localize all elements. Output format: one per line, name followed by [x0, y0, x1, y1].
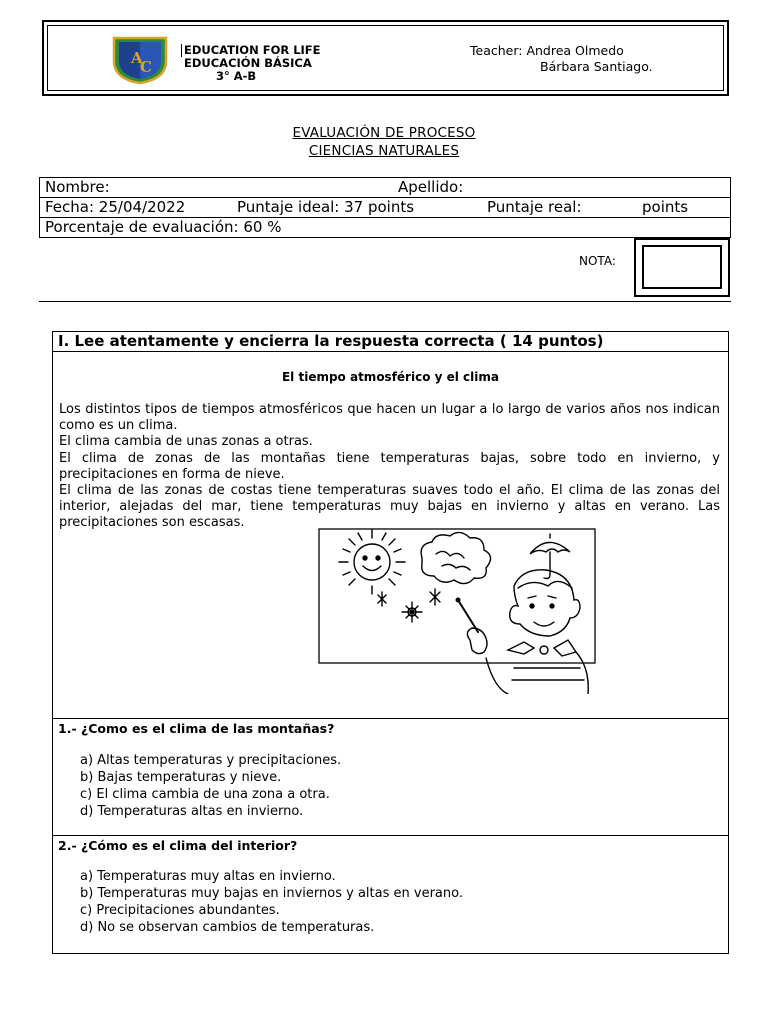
- nota-label: NOTA:: [579, 254, 616, 268]
- exam-title: EVALUACIÓN DE PROCESO: [292, 125, 476, 141]
- school-name-block: [184, 44, 384, 83]
- snowflake-icon: [378, 589, 440, 622]
- svg-text:A: A: [131, 49, 143, 67]
- question-1-title: 1.- ¿Como es el clima de las montañas?: [58, 721, 335, 736]
- porcentaje-label: Porcentaje de evaluación: 60 %: [45, 218, 282, 236]
- info-row-name: [40, 178, 730, 198]
- question-1-options: [80, 752, 341, 820]
- student-info-table: [39, 177, 731, 238]
- question-divider: [52, 718, 729, 719]
- section-heading: [52, 331, 729, 352]
- option-2b[interactable]: b) Temperaturas muy bajas en inviernos y altas en verano.: [80, 886, 463, 901]
- teacher-block: [470, 43, 653, 75]
- section-points: ( 14 puntos): [494, 332, 604, 350]
- info-row-scores: [40, 198, 730, 218]
- teacher-line-2: Bárbara Santiago.: [540, 59, 653, 74]
- option-2a[interactable]: a) Temperaturas muy altas en invierno.: [80, 869, 336, 884]
- svg-text:C: C: [140, 58, 152, 76]
- puntaje-real-label: Puntaje real:: [487, 198, 582, 216]
- nota-box[interactable]: [642, 245, 722, 289]
- reading-paragraph: El clima de zonas de las montañas tiene temperaturas bajas, sobre todo en invierno, y precipitaciones en forma de nieve.: [59, 450, 720, 482]
- option-2d[interactable]: d) No se observan cambios de temperaturas.: [80, 920, 375, 935]
- grade-label: 3° A-B: [216, 69, 257, 83]
- divider-line: [39, 301, 731, 302]
- boy-figure: [456, 570, 588, 694]
- info-row-percent: [40, 218, 730, 237]
- fecha-label: Fecha: 25/04/2022: [45, 198, 186, 216]
- apellido-label: Apellido:: [398, 178, 464, 196]
- school-line-2: EDUCACIÓN BÁSICA: [184, 56, 312, 70]
- question-divider: [52, 835, 729, 836]
- option-1b[interactable]: b) Bajas temperaturas y nieve.: [80, 770, 282, 785]
- reading-text: [59, 402, 720, 532]
- option-1a[interactable]: a) Altas temperaturas y precipitaciones.: [80, 753, 342, 768]
- question-2-options: [80, 868, 463, 936]
- section-heading-text: I. Lee atentamente y encierra la respuesta correcta: [58, 332, 495, 350]
- nombre-label: Nombre:: [45, 178, 110, 196]
- sun-icon: [339, 530, 405, 594]
- option-1d[interactable]: d) Temperaturas altas en invierno.: [80, 804, 304, 819]
- points-label: points: [642, 198, 689, 216]
- reading-paragraph: El clima cambia de unas zonas a otras.: [59, 434, 313, 450]
- school-line-1: EDUCATION FOR LIFE: [181, 44, 384, 57]
- school-logo: [110, 35, 170, 85]
- question-2-title: 2.- ¿Cómo es el clima del interior?: [58, 838, 298, 853]
- teacher-line-1: Teacher: Andrea Olmedo: [470, 43, 624, 58]
- puntaje-ideal-label: Puntaje ideal: 37 points: [237, 198, 415, 216]
- weather-illustration: [318, 528, 596, 694]
- option-2c[interactable]: c) Precipitaciones abundantes.: [80, 903, 280, 918]
- reading-title: El tiempo atmosférico y el clima: [281, 370, 499, 384]
- reading-paragraph: El clima de las zonas de costas tiene temperaturas suaves todo el año. El clima de las zonas del interior, alejadas del mar, tiene temperaturas muy bajas en invierno y altas en verano. Las precipitaciones son escasas.: [59, 483, 720, 531]
- umbrella-icon: [530, 534, 570, 579]
- subject-title: CIENCIAS NATURALES: [308, 143, 460, 159]
- reading-paragraph: Los distintos tipos de tiempos atmosféricos que hacen un lugar a lo largo de varios años nos indican como es un clima.: [59, 402, 720, 434]
- option-1c[interactable]: c) El clima cambia de una zona a otra.: [80, 787, 330, 802]
- cloud-icon: [421, 532, 490, 583]
